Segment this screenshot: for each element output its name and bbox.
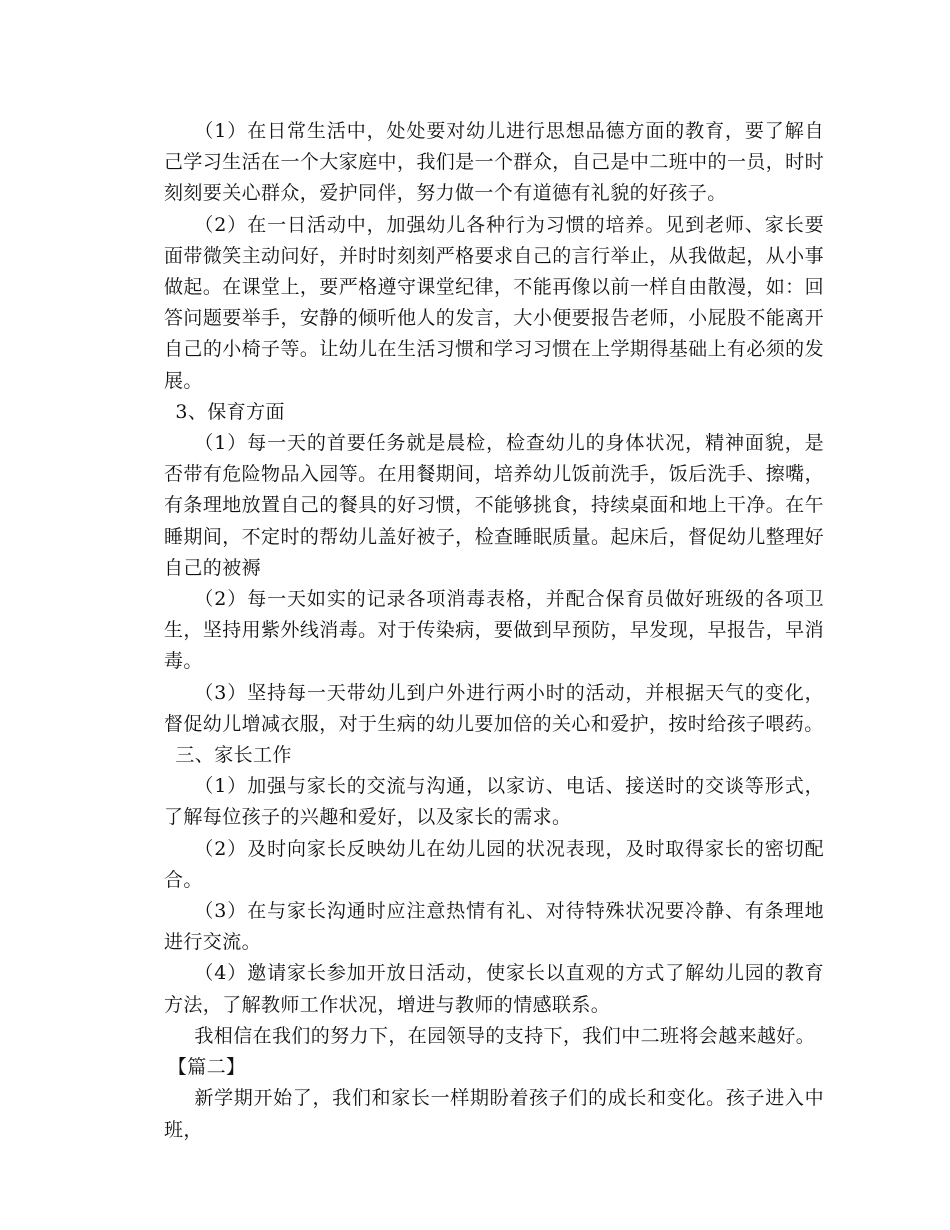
paragraph-communication-manner: （3）在与家长沟通时应注意热情有礼、对待特殊状况要冷静、有条理地进行交流。 [164, 900, 824, 954]
paragraph-open-day: （4）邀请家长参加开放日活动，使家长以直观的方式了解幼儿园的教育方法，了解教师工作状况，增进与教师的情感联系。 [164, 962, 824, 1016]
paragraph-report-performance: （2）及时向家长反映幼儿在幼儿园的状况表现，及时取得家长的密切配合。 [164, 837, 824, 891]
paragraph-conclusion: 我相信在我们的努力下，在园领导的支持下，我们中二班将会越来越好。 [194, 1024, 816, 1047]
document-body [164, 116, 824, 1146]
paragraph-outdoor-activity: （3）坚持每一天带幼儿到户外进行两小时的活动，并根据天气的变化，督促幼儿增减衣服，对于生病的幼儿要加倍的关心和爱护，按时给孩子喂药。 [164, 681, 824, 735]
section-heading-parents: 三、家长工作 [175, 744, 292, 767]
paragraph-disinfection: （2）每一天如实的记录各项消毒表格，并配合保育员做好班级的各项卫生，坚持用紫外线消毒。对于传染病，要做到早预防，早发现，早报告，早消毒。 [164, 588, 824, 673]
paragraph-parent-communication: （1）加强与家长的交流与沟通，以家访、电话、接送时的交谈等形式，了解每位孩子的兴趣和爱好，以及家长的需求。 [164, 775, 824, 829]
section-heading-care: 3、保育方面 [175, 400, 285, 423]
paragraph-moral-education: （1）在日常生活中，处处要对幼儿进行思想品德方面的教育，要了解自己学习生活在一个大家庭中，我们是一个群众，自己是中二班中的一员，时时刻刻要关心群众，爱护同伴，努力做一个有道德有礼貌的好孩子。 [164, 120, 824, 205]
paragraph-morning-check: （1）每一天的首要任务就是晨检，检查幼儿的身体状况，精神面貌，是否带有危险物品入园等。在用餐期间，培养幼儿饭前洗手，饭后洗手、擦嘴，有条理地放置自己的餐具的好习惯，不能够挑食，持续桌面和地上干净。在午睡期间，不定时的帮幼儿盖好被子，检查睡眠质量。起床后，督促幼儿整理好自己的被褥 [164, 432, 824, 579]
paragraph-behavior-habits: （2）在一日活动中，加强幼儿各种行为习惯的培养。见到老师、家长要面带微笑主动问好，并时时刻刻严格要求自己的言行举止，从我做起，从小事做起。在课堂上，要严格遵守课堂纪律，不能再像以前一样自由散漫，如：回答问题要举手，安静的倾听他人的发言，大小便要报告老师，小屁股不能离开自己的小椅子等。让幼儿在生活习惯和学习习惯在上学期得基础上有必须的发展。 [164, 213, 824, 392]
paragraph-new-semester: 新学期开始了，我们和家长一样期盼着孩子们的成长和变化。孩子进入中班， [164, 1087, 824, 1141]
section-tag-part-two: 【篇二】 [167, 1056, 246, 1079]
